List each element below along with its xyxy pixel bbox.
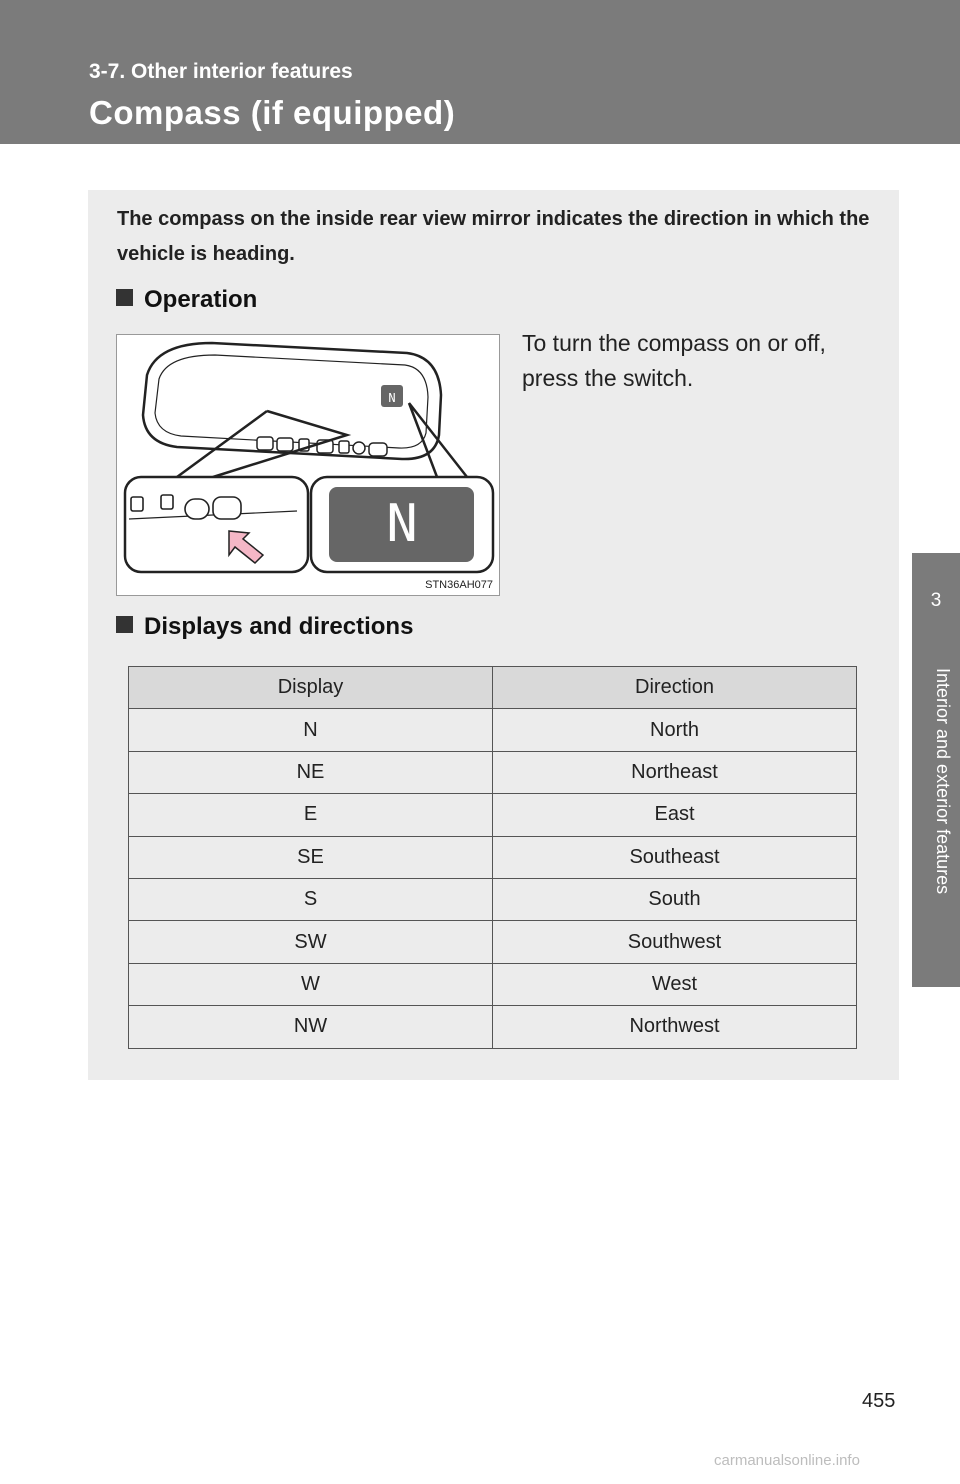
page-title: Compass (if equipped) (89, 94, 456, 131)
square-bullet-icon (116, 616, 133, 633)
table-row (129, 921, 857, 963)
chapter-tab[interactable] (912, 553, 960, 655)
display-cell: S (129, 878, 493, 920)
display-cell: SW (129, 921, 493, 963)
direction-cell: Southeast (493, 836, 857, 878)
section-label: 3-7. Other interior features (89, 60, 353, 83)
direction-cell: South (493, 878, 857, 920)
display-cell: NW (129, 1006, 493, 1048)
display-cell: N (129, 709, 493, 751)
table-row (129, 963, 857, 1005)
chapter-title: Interior and exterior features (933, 668, 953, 895)
table-row (129, 836, 857, 878)
table-row (129, 878, 857, 920)
figure-code: STN36AH077 (425, 579, 493, 591)
operation-heading-label: Operation (144, 286, 258, 313)
direction-cell: North (493, 709, 857, 751)
operation-heading (116, 286, 257, 314)
display-cell: E (129, 794, 493, 836)
watermark: carmanualsonline.info (714, 1452, 860, 1469)
displays-heading-label: Displays and directions (144, 613, 414, 640)
table-row (129, 709, 857, 751)
table-row (129, 1006, 857, 1048)
table-header-row (129, 667, 857, 709)
operation-text: To turn the compass on or off, press the switch. (522, 330, 826, 391)
table-row (129, 794, 857, 836)
direction-cell: Northeast (493, 751, 857, 793)
directions-table (128, 666, 857, 1049)
page-header (0, 0, 960, 144)
direction-cell: Southwest (493, 921, 857, 963)
mirror-illustration (116, 334, 500, 596)
direction-cell: Northwest (493, 1006, 857, 1048)
display-cell: W (129, 963, 493, 1005)
mirror-drawing (117, 335, 499, 595)
table-row (129, 751, 857, 793)
display-cell: SE (129, 836, 493, 878)
page-number: 455 (862, 1390, 896, 1412)
square-bullet-icon (116, 289, 133, 306)
direction-cell: West (493, 963, 857, 1005)
svg-text:N: N (388, 391, 396, 405)
compass-display-glyph: N (386, 494, 418, 554)
chapter-number: 3 (930, 590, 942, 611)
column-header-direction: Direction (493, 667, 857, 709)
direction-cell: East (493, 794, 857, 836)
column-header-display: Display (129, 667, 493, 709)
intro-text: The compass on the inside rear view mirror indicates the direction in which the vehicle is heading. (117, 208, 870, 265)
displays-heading (116, 613, 413, 641)
display-cell: NE (129, 751, 493, 793)
